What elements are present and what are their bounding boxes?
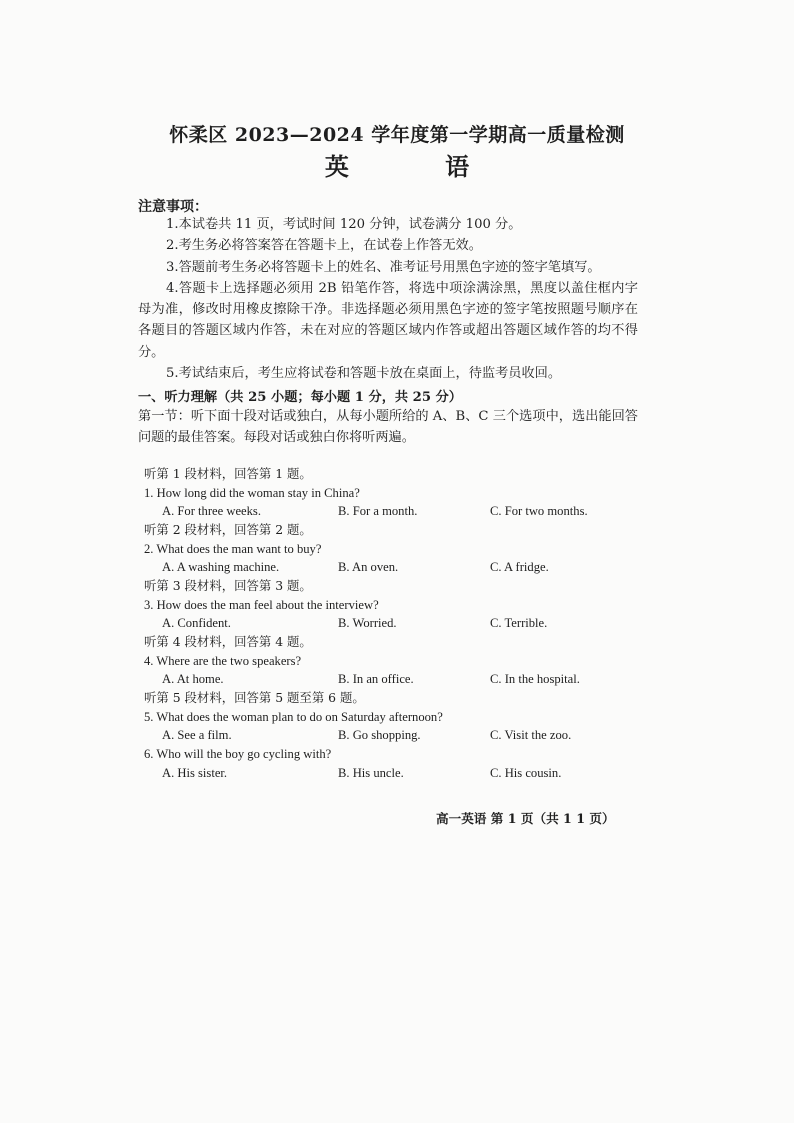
exam-title: 怀柔区 2023—2024 学年度第一学期高一质量检测: [169, 124, 625, 146]
option-row: [144, 614, 624, 633]
question-stem: 3. How does the man feel about the interview?: [144, 597, 379, 612]
notice-item: 1.本试卷共 11 页，考试时间 120 分钟，试卷满分 100 分。: [166, 217, 522, 232]
option-c: C. Visit the zoo.: [490, 728, 572, 742]
material-label: 听第 3 段材料，回答第 3 题。: [144, 578, 312, 593]
option-c: C. For two months.: [490, 504, 588, 518]
option-a: A. His sister.: [162, 765, 228, 780]
notice-item: 4.答题卡上选择题必须用 2B 铅笔作答，将选中项涂满涂黑，黑度以盖住框内字母为准，修改时用橡皮擦除干净。非选择题必须用黑色字迹的签字笔按照题号顺序在各题目的答题区域内作答，未在对应的答题区域内作答或超出答题区域作答的均不得分。: [138, 280, 638, 360]
option-a: A. See a film.: [162, 728, 232, 742]
question-stem: 1. How long did the woman stay in China?: [144, 485, 360, 500]
option-a: A. Confident.: [162, 616, 231, 630]
question-list: [144, 465, 624, 783]
page-footer: 高一英语 第 1 页（共 1 1 页）: [436, 811, 615, 826]
option-b: B. In an office.: [338, 672, 414, 686]
option-row: [144, 558, 624, 577]
section-heading: 一、听力理解（共 25 小题；每小题 1 分，共 25 分）: [138, 390, 462, 405]
option-b: B. His uncle.: [338, 765, 404, 780]
material-label: 听第 1 段材料，回答第 1 题。: [144, 466, 312, 481]
material-label: 听第 2 段材料，回答第 2 题。: [144, 522, 312, 537]
option-c: C. Terrible.: [490, 616, 548, 630]
option-row: [144, 726, 624, 745]
notice-item: 2.考生务必将答案答在答题卡上，在试卷上作答无效。: [166, 238, 482, 254]
question-stem: 6. Who will the boy go cycling with?: [144, 747, 332, 761]
option-b: B. Worried.: [338, 616, 397, 630]
section-intro: 第一节：听下面十段对话或独白，从每小题所给的 A、B、C 三个选项中，选出能回答问题的最佳答案。每段对话或独白你将听两遍。: [138, 409, 638, 445]
option-b: B. Go shopping.: [338, 728, 421, 742]
notice-item: 5.考试结束后，考生应将试卷和答题卡放在桌面上，待监考员收回。: [166, 366, 562, 382]
notice-heading: 注意事项：: [138, 199, 208, 215]
material-label: 听第 4 段材料，回答第 4 题。: [144, 634, 312, 649]
option-c: C. His cousin.: [490, 765, 562, 780]
option-row: [144, 670, 624, 689]
option-row: [144, 502, 624, 521]
question-stem: 5. What does the woman plan to do on Saturday afternoon?: [144, 709, 443, 724]
option-a: A. At home.: [162, 672, 224, 686]
option-b: B. For a month.: [338, 504, 418, 518]
option-c: C. A fridge.: [490, 560, 549, 574]
option-b: B. An oven.: [338, 560, 399, 574]
notice-list: [138, 214, 638, 384]
option-row: [144, 764, 624, 783]
question-stem: 2. What does the man want to buy?: [144, 541, 322, 556]
option-a: A. A washing machine.: [162, 560, 280, 574]
question-stem: 4. Where are the two speakers?: [144, 653, 302, 668]
subject-title: 英 语: [324, 152, 514, 181]
material-label: 听第 5 段材料，回答第 5 题至第 6 题。: [144, 690, 365, 705]
option-a: A. For three weeks.: [162, 504, 261, 518]
notice-item: 3.答题前考生务必将答题卡上的姓名、准考证号用黑色字迹的签字笔填写。: [166, 259, 601, 275]
option-c: C. In the hospital.: [490, 672, 580, 686]
